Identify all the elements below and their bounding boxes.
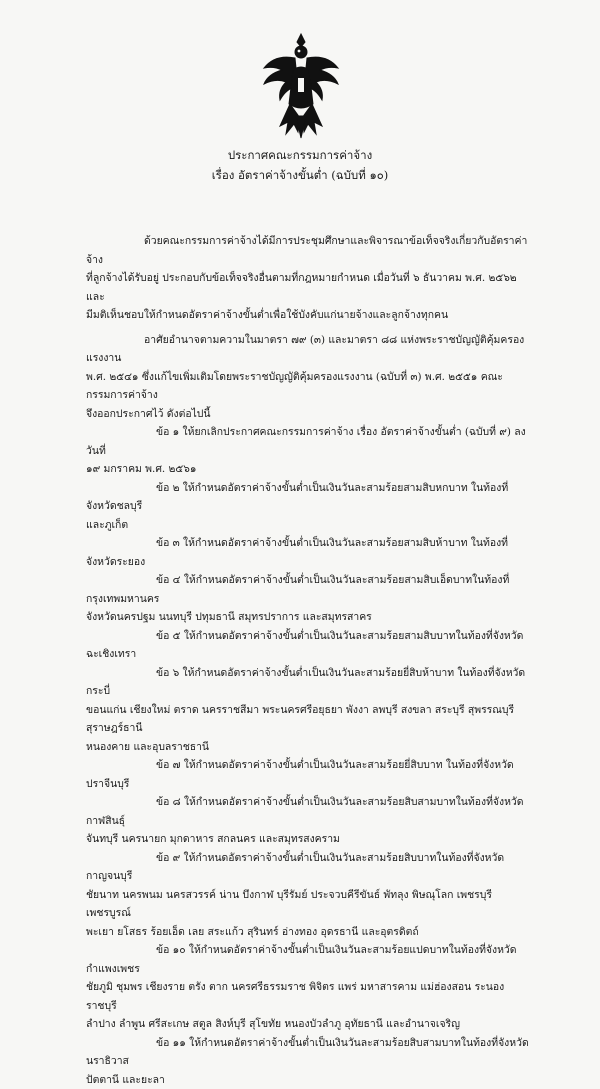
clause-1-cont: ๑๙ มกราคม พ.ศ. ๒๕๖๑: [86, 460, 538, 479]
clause-9-cont: ชัยนาท นครพนม นครสวรรค์ น่าน บึงกาฬ บุรีรัมย์ ประจวบคีรีขันธ์ พัทลุง พิษณุโลก เพชรบุรี เพชรบูรณ์: [86, 886, 538, 923]
clause-11: ข้อ ๑๑ ให้กำหนดอัตราค่าจ้างขั้นต่ำเป็นเงินวันละสามร้อยสิบสามบาทในท้องที่จังหวัดนราธิวาส: [86, 1034, 538, 1071]
clause-9-cont: พะเยา ยโสธร ร้อยเอ็ด เลย สระแก้ว สุรินทร์ อ่างทอง อุดรธานี และอุตรดิตถ์: [86, 923, 538, 942]
preamble-line: มีมติเห็นชอบให้กำหนดอัตราค่าจ้างขั้นต่ำเพื่อใช้บังคับแก่นายจ้างและลูกจ้างทุกคน: [86, 306, 538, 325]
clause-10-cont: ชัยภูมิ ชุมพร เชียงราย ตรัง ตาก นครศรีธรรมราช พิจิตร แพร่ มหาสารคาม แม่ฮ่องสอน ระนอง ราชบุรี: [86, 978, 538, 1015]
authority-line: อาศัยอำนาจตามความในมาตรา ๗๙ (๓) และมาตรา ๘๘ แห่งพระราชบัญญัติคุ้มครองแรงงาน: [86, 331, 538, 368]
clause-11-cont: ปัตตานี และยะลา: [86, 1071, 538, 1089]
clause-10: ข้อ ๑๐ ให้กำหนดอัตราค่าจ้างขั้นต่ำเป็นเงินวันละสามร้อยแปดบาทในท้องที่จังหวัดกำแพงเพชร: [86, 941, 538, 978]
clause-7: ข้อ ๗ ให้กำหนดอัตราค่าจ้างขั้นต่ำเป็นเงินวันละสามร้อยยี่สิบบาท ในท้องที่จังหวัดปราจีนบุรี: [86, 756, 538, 793]
clause-6: ข้อ ๖ ให้กำหนดอัตราค่าจ้างขั้นต่ำเป็นเงินวันละสามร้อยยี่สิบห้าบาท ในท้องที่จังหวัดกระบี่: [86, 664, 538, 701]
clause-4-cont: จังหวัดนครปฐม นนทบุรี ปทุมธานี สมุทรปราการ และสมุทรสาคร: [86, 608, 538, 627]
clause-6-cont: หนองคาย และอุบลราชธานี: [86, 738, 538, 757]
document-body: [86, 232, 538, 1089]
preamble-line: ที่ลูกจ้างได้รับอยู่ ประกอบกับข้อเท็จจริงอื่นตามที่กฎหมายกำหนด เมื่อวันที่ ๖ ธันวาคม พ.ศ. ๒๕๖๒ และ: [86, 269, 538, 306]
clause-3: ข้อ ๓ ให้กำหนดอัตราค่าจ้างขั้นต่ำเป็นเงินวันละสามร้อยสามสิบห้าบาท ในท้องที่จังหวัดระยอง: [86, 534, 538, 571]
clause-5: ข้อ ๕ ให้กำหนดอัตราค่าจ้างขั้นต่ำเป็นเงินวันละสามร้อยสามสิบบาทในท้องที่จังหวัดฉะเชิงเทรา: [86, 627, 538, 664]
clause-8-cont: จันทบุรี นครนายก มุกดาหาร สกลนคร และสมุทรสงคราม: [86, 830, 538, 849]
authority-line: พ.ศ. ๒๕๔๑ ซึ่งแก้ไขเพิ่มเติมโดยพระราชบัญญัติคุ้มครองแรงงาน (ฉบับที่ ๓) พ.ศ. ๒๕๕๑ คณะกรรมการค่าจ้าง: [86, 368, 538, 405]
announcement-subject: เรื่อง อัตราค่าจ้างขั้นต่ำ (ฉบับที่ ๑๐): [0, 166, 600, 184]
clause-8: ข้อ ๘ ให้กำหนดอัตราค่าจ้างขั้นต่ำเป็นเงินวันละสามร้อยสิบสามบาทในท้องที่จังหวัดกาฬสินธุ์: [86, 793, 538, 830]
preamble-line: ด้วยคณะกรรมการค่าจ้างได้มีการประชุมศึกษาและพิจารณาข้อเท็จจริงเกี่ยวกับอัตราค่าจ้าง: [86, 232, 538, 269]
clause-1: ข้อ ๑ ให้ยกเลิกประกาศคณะกรรมการค่าจ้าง เรื่อง อัตราค่าจ้างขั้นต่ำ (ฉบับที่ ๙) ลงวันที่: [86, 423, 538, 460]
clause-9: ข้อ ๙ ให้กำหนดอัตราค่าจ้างขั้นต่ำเป็นเงินวันละสามร้อยสิบบาทในท้องที่จังหวัดกาญจนบุรี: [86, 849, 538, 886]
authority-line: จึงออกประกาศไว้ ดังต่อไปนี้: [86, 405, 538, 424]
clause-2-cont: และภูเก็ต: [86, 516, 538, 535]
garuda-emblem-icon: [260, 30, 342, 142]
clause-4: ข้อ ๔ ให้กำหนดอัตราค่าจ้างขั้นต่ำเป็นเงินวันละสามร้อยสามสิบเอ็ดบาทในท้องที่กรุงเทพมหานคร: [86, 571, 538, 608]
clause-10-cont: ลำปาง ลำพูน ศรีสะเกษ สตูล สิงห์บุรี สุโขทัย หนองบัวลำภู อุทัยธานี และอำนาจเจริญ: [86, 1015, 538, 1034]
clause-6-cont: ขอนแก่น เชียงใหม่ ตราด นครราชสีมา พระนครศรีอยุธยา พังงา ลพบุรี สงขลา สระบุรี สุพรรณบุรี สุราษฎร์ธานี: [86, 701, 538, 738]
clause-2: ข้อ ๒ ให้กำหนดอัตราค่าจ้างขั้นต่ำเป็นเงินวันละสามร้อยสามสิบหกบาท ในท้องที่จังหวัดชลบุรี: [86, 479, 538, 516]
announcement-title: ประกาศคณะกรรมการค่าจ้าง: [0, 146, 600, 164]
